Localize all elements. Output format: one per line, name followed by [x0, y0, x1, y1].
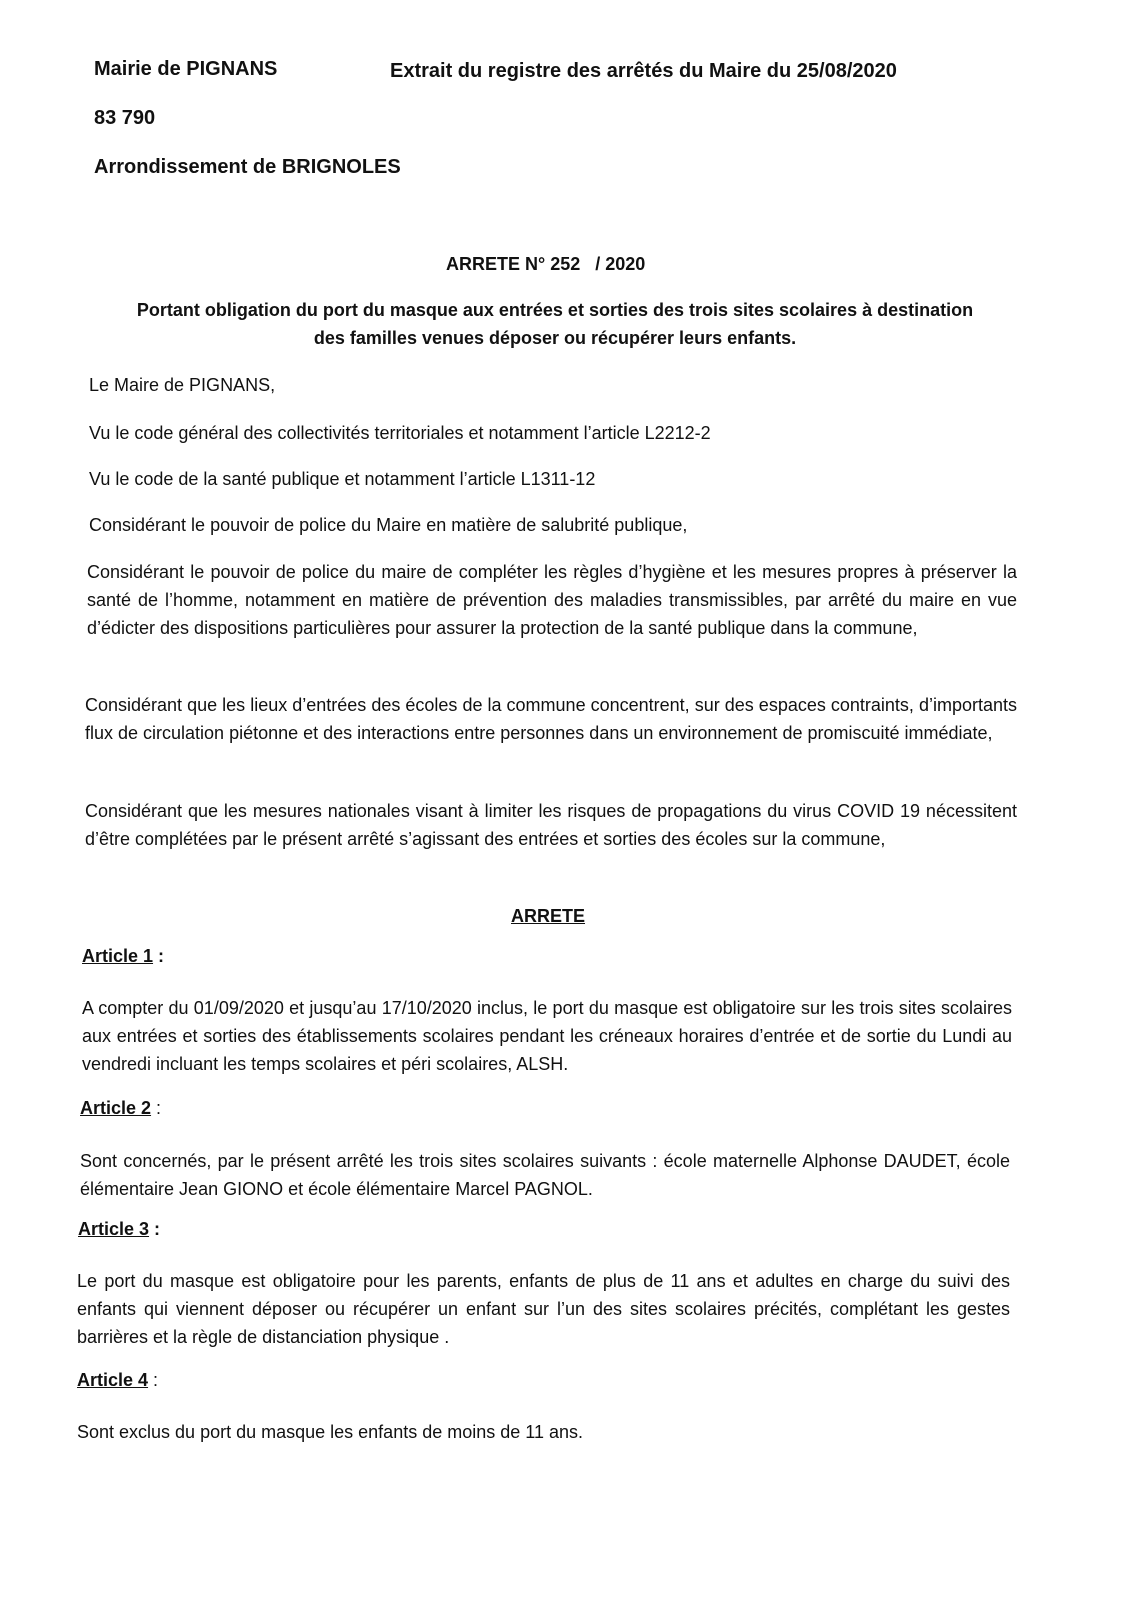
- arrondissement: Arrondissement de BRIGNOLES: [94, 156, 401, 178]
- preamble-considerant-2: Considérant le pouvoir de police du maire de compléter les règles d’hygiène et les mesures propres à préserver la santé de l’homme, notamment en matière de prévention des maladies transmissibles, par arrêté du maire en vue d’édicter des dispositions particulières pour assurer la protection de la santé publique dans la commune,: [87, 562, 1017, 638]
- preamble-considerant-4: Considérant que les mesures nationales visant à limiter les risques de propagations du virus COVID 19 nécessitent d’être complétées par le présent arrêté s’agissant des entrées et sorties des écoles sur la commune,: [85, 801, 1017, 849]
- article-2-text: Sont concernés, par le présent arrêté les trois sites scolaires suivants : école maternelle Alphonse DAUDET, école élémentaire Jean GIONO et école élémentaire Marcel PAGNOL.: [80, 1151, 1010, 1199]
- mairie-name: Mairie de PIGNANS: [94, 58, 278, 80]
- preamble-maire: Le Maire de PIGNANS,: [89, 375, 276, 395]
- decree-subject-line1: Portant obligation du port du masque aux entrées et sorties des trois sites scolaires à destination: [136, 300, 974, 320]
- article-4-label: Article 4: [77, 1370, 149, 1390]
- article-2-suffix: :: [151, 1098, 162, 1118]
- preamble-considerant-1: Considérant le pouvoir de police du Maire en matière de salubrité publique,: [89, 515, 688, 535]
- article-2-label: Article 2: [80, 1098, 152, 1118]
- article-3-suffix: :: [149, 1219, 161, 1239]
- register-extract: Extrait du registre des arrêtés du Maire du 25/08/2020: [390, 60, 897, 82]
- article-4-suffix: :: [148, 1370, 159, 1390]
- article-4-heading: [77, 1370, 158, 1391]
- article-4-text: Sont exclus du port du masque les enfants de moins de 11 ans.: [77, 1422, 583, 1442]
- article-1-heading: [82, 946, 164, 967]
- decree-number: ARRETE N° 252 / 2020: [446, 254, 646, 274]
- article-1-label: Article 1: [82, 946, 154, 966]
- decree-subject-line2: des familles venues déposer ou récupérer leurs enfants.: [313, 328, 797, 348]
- article-1-text: A compter du 01/09/2020 et jusqu’au 17/10/2020 inclus, le port du masque est obligatoire sur les trois sites scolaires aux entrées et sorties des établissements scolaires pendant les créneaux horaires d’entrée et de sortie du Lundi au vendredi incluant les temps scolaires et péri scolaires, ALSH.: [82, 998, 1012, 1074]
- article-2-heading: [80, 1098, 161, 1119]
- preamble-considerant-3: Considérant que les lieux d’entrées des écoles de la commune concentrent, sur des espaces contraints, d’importants flux de circulation piétonne et des interactions entre personnes dans un environnement de promiscuité immédiate,: [85, 695, 1017, 743]
- article-1-suffix: :: [153, 946, 165, 966]
- postal-code: 83 790: [94, 107, 156, 129]
- article-3-heading: [78, 1219, 160, 1240]
- preamble-vu-cgct: Vu le code général des collectivités territoriales et notamment l’article L2212-2: [89, 423, 711, 443]
- preamble-vu-csp: Vu le code de la santé publique et notamment l’article L1311-12: [89, 469, 596, 489]
- arrete-heading: ARRETE: [511, 906, 586, 926]
- article-3-text: Le port du masque est obligatoire pour les parents, enfants de plus de 11 ans et adultes en charge du suivi des enfants qui viennent déposer ou récupérer un enfant sur l’un des sites scolaires précités, complétant les gestes barrières et la règle de distanciation physique .: [77, 1271, 1010, 1347]
- article-3-label: Article 3: [78, 1219, 150, 1239]
